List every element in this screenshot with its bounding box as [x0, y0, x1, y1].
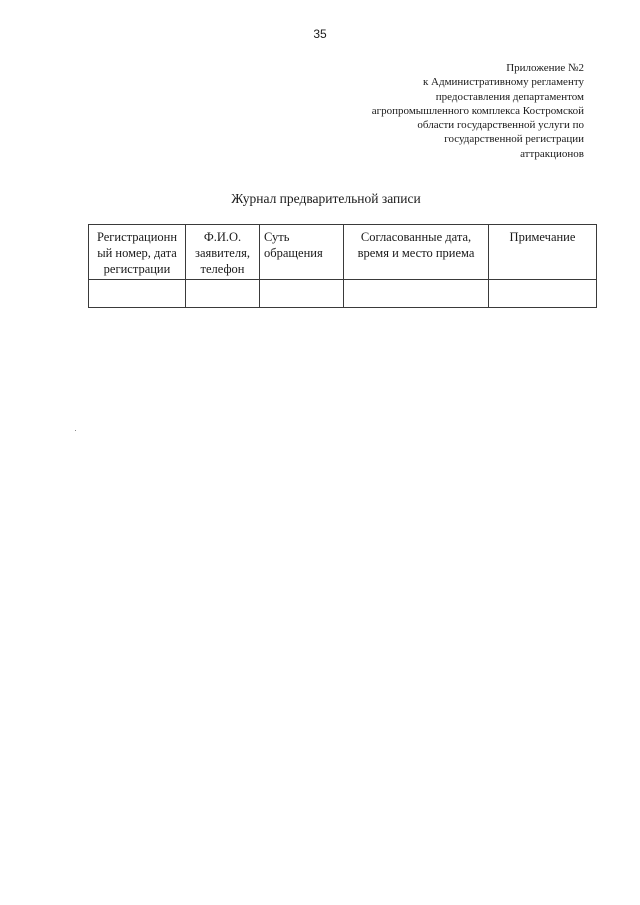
header-line: регистрации [103, 262, 171, 276]
header-line: Согласованные дата, [360, 230, 472, 244]
header-registration-number [89, 225, 186, 280]
annex-line: области государственной услуги по [417, 119, 584, 132]
table-cell [89, 280, 186, 308]
annex-header [284, 61, 584, 161]
journal-table [88, 224, 597, 308]
table-row [89, 280, 597, 308]
annex-line: предоставления департаментом [435, 90, 584, 103]
header-line: заявителя, [195, 246, 250, 260]
table-cell [260, 280, 344, 308]
header-line: Регистрационн [96, 230, 178, 244]
scan-speck [75, 430, 76, 431]
table-header-row [89, 225, 597, 280]
annex-line: аттракционов [520, 147, 584, 160]
header-line: телефон [200, 262, 245, 276]
header-line: обращения [264, 246, 323, 260]
header-line: Ф.И.О. [203, 230, 242, 244]
header-line: Примечание [509, 230, 576, 244]
header-agreed-date-place [344, 225, 489, 280]
annex-line: агропромышленного комплекса Костромской [371, 104, 584, 117]
header-line: время и место приема [357, 246, 475, 260]
table-cell [489, 280, 597, 308]
annex-line: государственной регистрации [444, 133, 584, 146]
header-request-essence [260, 225, 344, 280]
header-applicant-name [186, 225, 260, 280]
document-title: Журнал предварительной записи [231, 191, 421, 206]
page-number: 35 [313, 27, 327, 41]
header-note [489, 225, 597, 280]
table-cell [344, 280, 489, 308]
annex-line: к Административному регламенту [422, 76, 584, 89]
table-cell [186, 280, 260, 308]
annex-line: Приложение №2 [506, 62, 584, 74]
header-line: Суть [264, 230, 290, 244]
header-line: ый номер, дата [97, 246, 177, 260]
